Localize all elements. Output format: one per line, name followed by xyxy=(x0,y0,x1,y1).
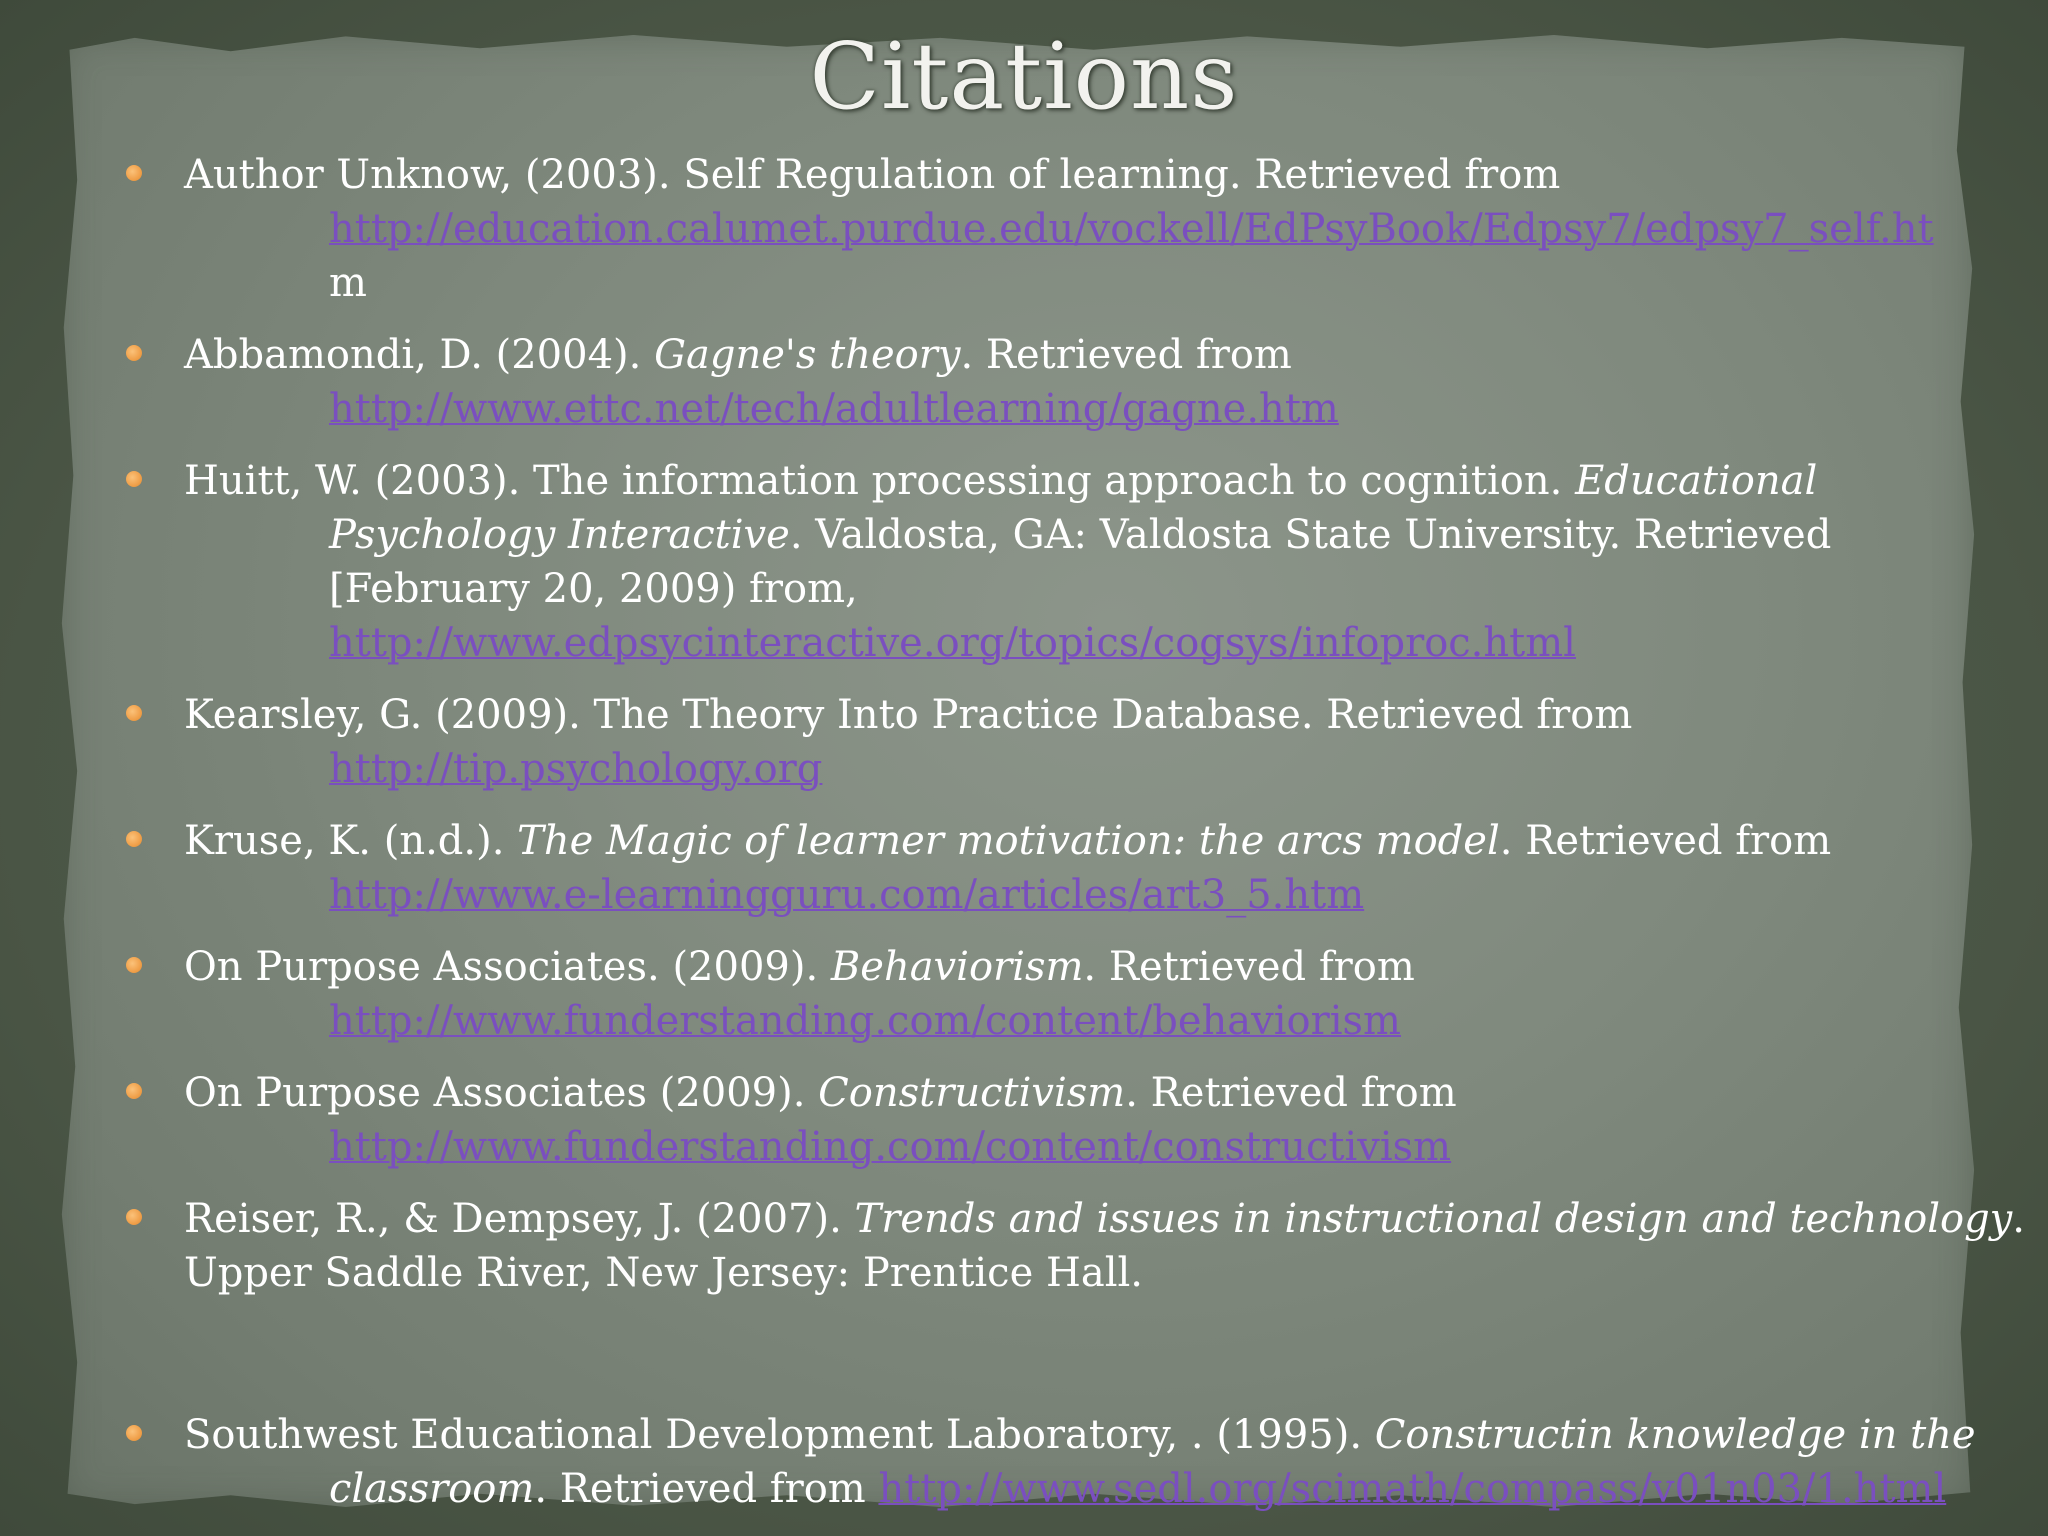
citation-title: The Magic of learner motivation: the arcs model xyxy=(517,818,1500,864)
citation-item xyxy=(0,1066,2048,1174)
citation-text: . Retrieved from xyxy=(960,332,1292,378)
citation-link[interactable]: http://www.ettc.net/tech/adultlearning/gagne.htm xyxy=(329,386,1339,432)
citation-text: Southwest Educational Development Laboratory, . (1995). xyxy=(184,1412,1375,1458)
citation-item xyxy=(0,940,2048,1048)
citation-link[interactable]: http://www.sedl.org/scimath/compass/v01n03/1.html xyxy=(878,1466,1947,1512)
citation-link[interactable]: http://www.edpsycinteractive.org/topics/cogsys/infoproc.html xyxy=(329,620,1576,666)
citation-title: Gagne's theory xyxy=(654,332,961,378)
citation-text: Kruse, K. (n.d.). xyxy=(184,818,518,864)
citation-link-tail: m xyxy=(329,260,367,306)
citation-item xyxy=(0,454,2048,670)
citation-title: classroom xyxy=(329,1466,535,1512)
citation-item xyxy=(0,814,2048,922)
citation-item xyxy=(0,148,2048,310)
citation-text: . Retrieved from xyxy=(1125,1070,1457,1116)
citation-text: [February 20, 2009) from, xyxy=(329,566,858,612)
citation-text: . xyxy=(2012,1196,2025,1242)
slide-title: Citations xyxy=(809,23,1239,130)
citation-title: Educational xyxy=(1575,458,1818,504)
citation-text: Reiser, R., & Dempsey, J. (2007). xyxy=(184,1196,855,1242)
citation-text: . Retrieved from xyxy=(534,1466,879,1512)
citation-text: Author Unknow, (2003). Self Regulation of learning. Retrieved from xyxy=(184,152,1561,198)
citation-link[interactable]: http://www.funderstanding.com/content/constructivism xyxy=(329,1124,1452,1170)
citation-link[interactable]: http://www.funderstanding.com/content/behaviorism xyxy=(329,998,1401,1044)
citation-title: Psychology Interactive xyxy=(329,512,790,558)
citation-item xyxy=(0,688,2048,796)
list-spacer xyxy=(0,1318,2048,1408)
citation-item xyxy=(0,1408,2048,1516)
citation-title: Constructin knowledge in the xyxy=(1374,1412,1976,1458)
citation-text: . Retrieved from xyxy=(1499,818,1832,864)
citation-text: Kearsley, G. (2009). The Theory Into Practice Database. Retrieved from xyxy=(184,692,1633,738)
bullet-icon xyxy=(126,1209,142,1225)
citation-link[interactable]: http://education.calumet.purdue.edu/vockell/EdPsyBook/Edpsy7/edpsy7_self.ht xyxy=(329,206,1934,252)
citation-item xyxy=(0,328,2048,436)
citation-title: Constructivism xyxy=(818,1070,1126,1116)
citation-text: On Purpose Associates (2009). xyxy=(184,1070,819,1116)
bullet-icon xyxy=(126,705,142,721)
citation-text: . Valdosta, GA: Valdosta State University. Retrieved xyxy=(789,512,1832,558)
citation-text: Abbamondi, D. (2004). xyxy=(184,332,655,378)
bullet-icon xyxy=(126,165,142,181)
citation-link[interactable]: http://tip.psychology.org xyxy=(329,746,823,792)
citation-title: Behaviorism xyxy=(830,944,1084,990)
citation-text: Upper Saddle River, New Jersey: Prentice Hall. xyxy=(184,1250,1144,1296)
bullet-icon xyxy=(126,957,142,973)
bullet-icon xyxy=(126,831,142,847)
citation-text: . Retrieved from xyxy=(1083,944,1415,990)
citation-link[interactable]: http://www.e-learningguru.com/articles/art3_5.htm xyxy=(329,872,1365,918)
citation-list xyxy=(0,148,2048,1534)
citation-text: Huitt, W. (2003). The information processing approach to cognition. xyxy=(184,458,1576,504)
bullet-icon xyxy=(126,1083,142,1099)
bullet-icon xyxy=(126,471,142,487)
citation-item xyxy=(0,1192,2048,1300)
bullet-icon xyxy=(126,345,142,361)
bullet-icon xyxy=(126,1425,142,1441)
citation-title: Trends and issues in instructional design and technology xyxy=(854,1196,2013,1242)
citation-text: On Purpose Associates. (2009). xyxy=(184,944,831,990)
